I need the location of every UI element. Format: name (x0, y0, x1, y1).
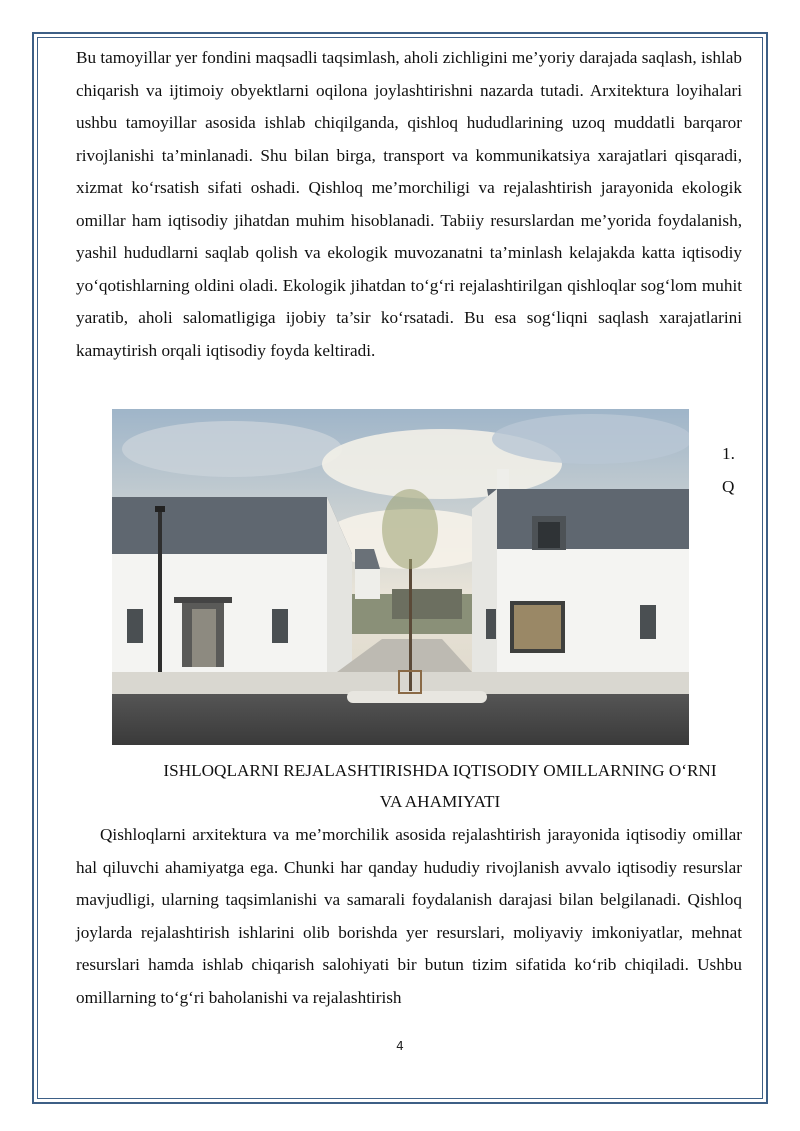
section-heading-line-2: VA AHAMIYATI (379, 792, 501, 811)
section-heading (120, 755, 760, 817)
houses-illustration (112, 409, 689, 745)
page-number: 4 (396, 1039, 404, 1053)
village-houses-photo (112, 409, 689, 745)
side-list-number: 1. (722, 444, 735, 463)
section-heading-line-1: ISHLOQLARNI REJALASHTIRISHDA IQTISODIY OMILLARNING O‘RNI (163, 761, 717, 780)
body-paragraph-1: Bu tamoyillar yer fondini maqsadli taqsimlash, aholi zichligini me’yoriy darajada saqlash, ishlab chiqarish va ijtimoiy obyektlarni oqilona joylashtirishni nazarda tutadi. Arxitektura loyihalari ushbu tamoyillar asosida ishlab chiqilganda, qishloq hududlarining uzoq muddatli barqaror rivojlanishi ta’minlanadi. Shu bilan birga, transport va kommunikatsiya xarajatlari qisqaradi, xizmat ko‘rsatish sifati oshadi. Qishloq me’morchiligi va rejalashtirish jarayonida ekologik omillar ham iqtisodiy jihatdan muhim hisoblanadi. Tabiiy resurslardan me’yorida foydalanish, yashil hududlarni saqlab qolish va ekologik muvozanatni ta’minlash kelajakda katta iqtisodiy yo‘qotishlarning oldini oladi. Ekologik jihatdan to‘g‘ri rejalashtirilgan qishloqlar sog‘lom muhit yaratib, aholi salomatligiga ijobiy ta’sir ko‘rsatadi. Bu esa sog‘liqni saqlash xarajatlarini kamaytirish orqali iqtisodiy foyda keltiradi. (76, 48, 742, 360)
side-list-letter: Q (722, 477, 735, 496)
body-paragraph-2: Qishloqlarni arxitektura va me’morchilik asosida rejalashtirish jarayonida iqtisodiy omillar hal qiluvchi ahamiyatga ega. Chunki har qanday hududiy rivojlanish avvalo iqtisodiy resurslar mavjudligi, ularning taqsimlanishi va samarali foydalanish darajasi bilan belgilanadi. Qishloq joylarda rejalashtirish ishlarini olib borishda yer resurslari, moliyaviy imkoniyatlar, mehnat resurslari hamda ishlab chiqarish salohiyati bir butun tizim sifatida ko‘rib chiqiladi. Ushbu omillarning to‘g‘ri baholanishi va rejalashtirish (76, 825, 742, 1007)
